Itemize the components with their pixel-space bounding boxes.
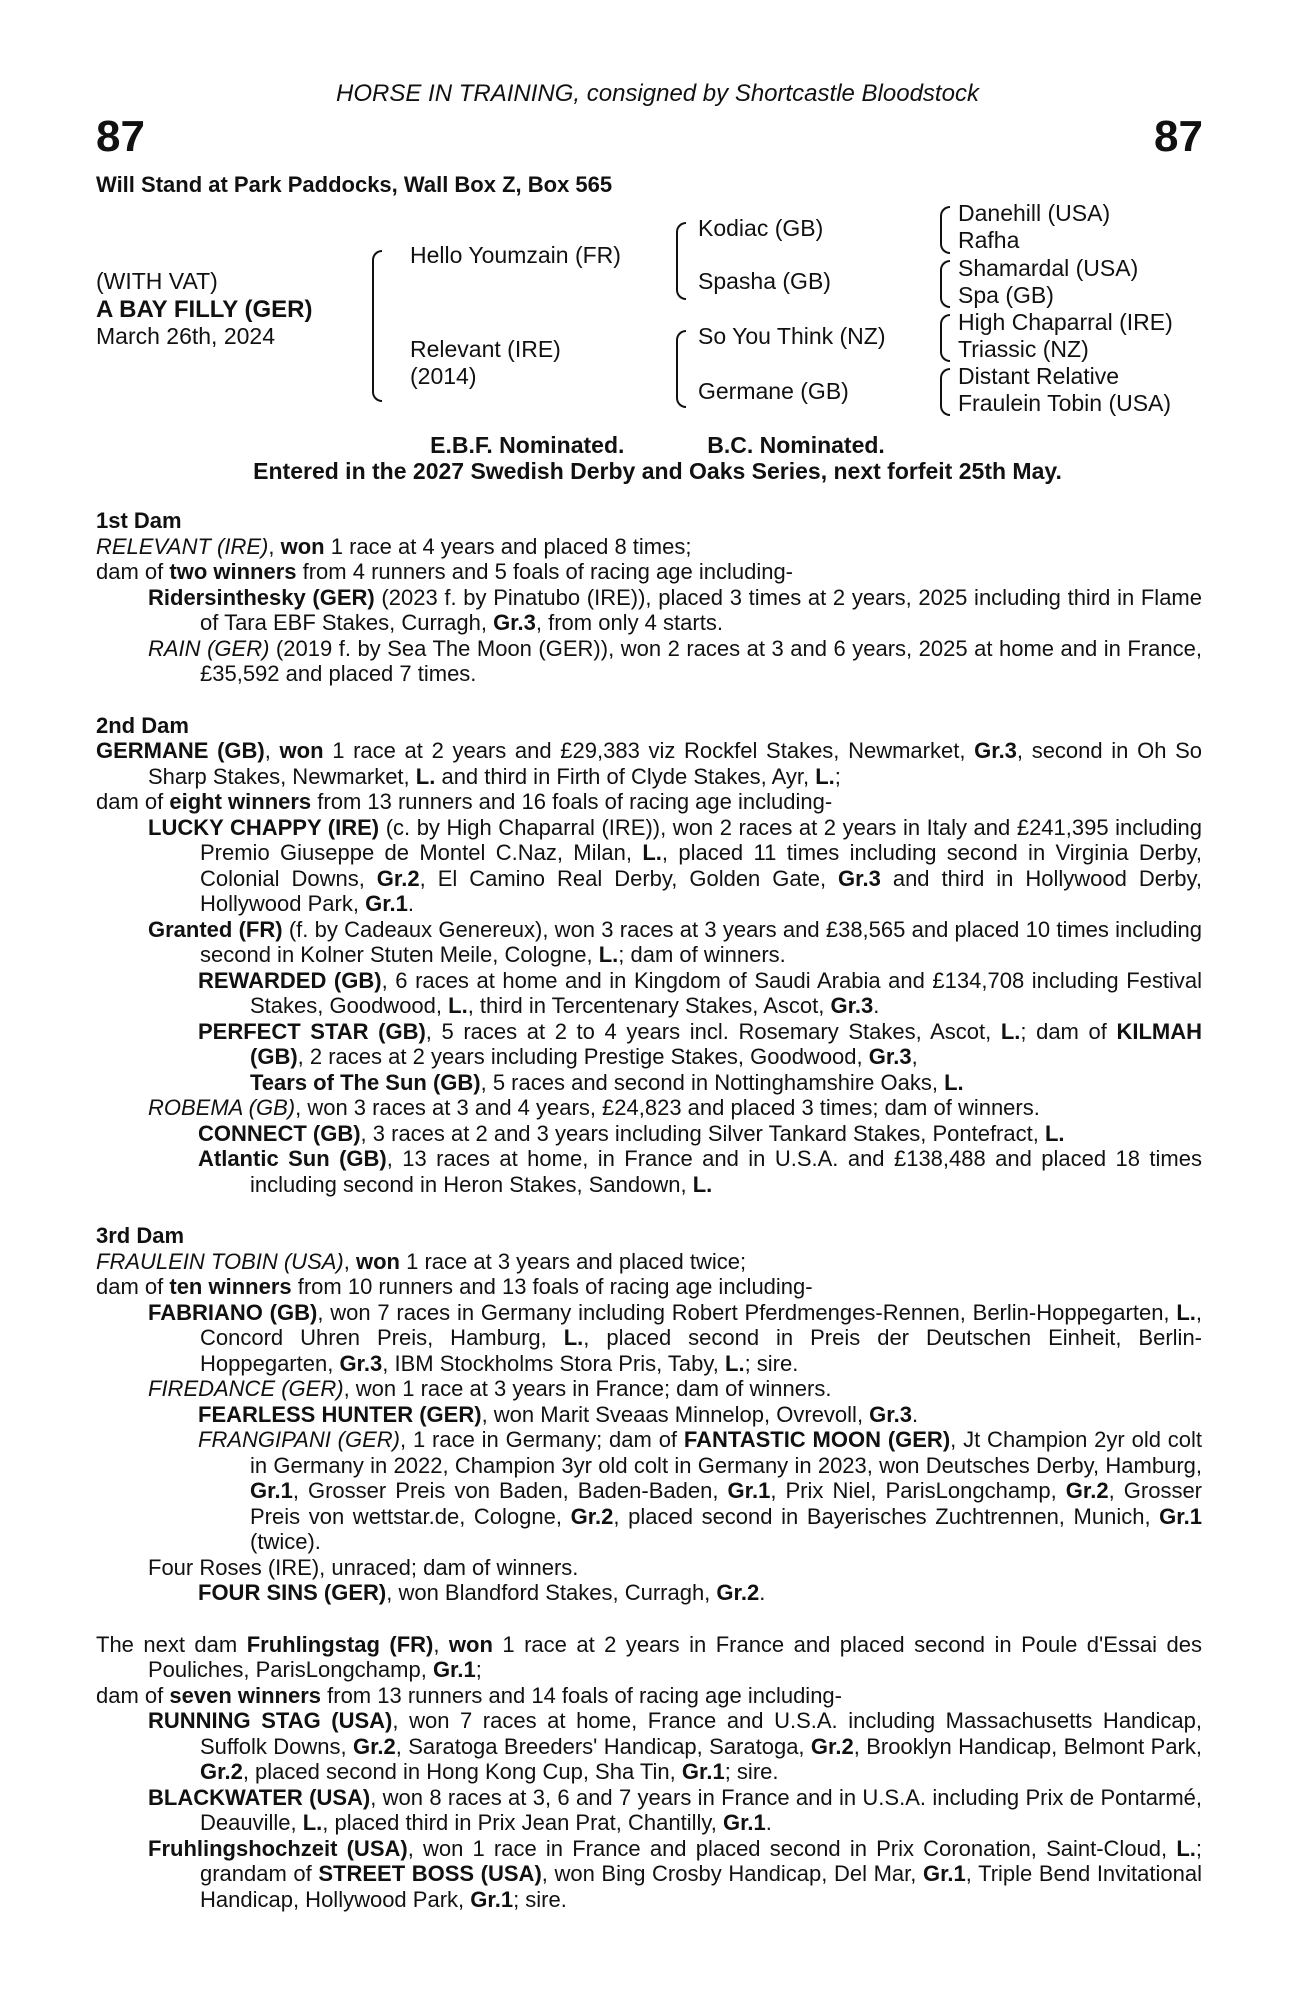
dam-dam-sire: Distant Relative xyxy=(958,363,1120,389)
produce-four-roses: Four Roses (IRE), unraced; dam of winners. xyxy=(148,1554,579,1580)
horse-dob: March 26th, 2024 xyxy=(96,323,276,349)
brace-ds xyxy=(940,314,950,362)
section-second-dam: 2nd Dam xyxy=(96,712,189,738)
produce-connect: CONNECT (GB), 3 races at 2 and 3 years including Silver Tankard Stakes, Pontefract, L. xyxy=(198,1120,1065,1146)
catalogue-body xyxy=(96,508,1202,1912)
second-dam-entry: GERMANE (GB), won 1 race at 2 years and £29,383 viz Rockfel Stakes, Newmarket, Gr.3, second in Oh So Sharp Stakes, Newmarket, L. and third in Firth of Clyde Stakes, Ayr, L.; xyxy=(96,738,1202,789)
brace-dam xyxy=(676,330,686,408)
dam-year: (2014) xyxy=(410,363,477,389)
sire-dam-sire: Shamardal (USA) xyxy=(958,255,1139,281)
ebf-nominated: E.B.F. Nominated. xyxy=(430,432,625,458)
next-dam-entry: The next dam Fruhlingstag (FR), won 1 race at 2 years in France and placed second in Poule d'Essai des Pouliches, ParisLongchamp, Gr.1; xyxy=(96,1631,1202,1682)
produce-rewarded: REWARDED (GB), 6 races at home and in Kingdom of Saudi Arabia and £134,708 including Festival Stakes, Goodwood, L., third in Tercentenary Stakes, Ascot, Gr.3. xyxy=(198,967,1202,1018)
brace-main xyxy=(372,250,382,402)
first-dam-entry: RELEVANT (IRE), won 1 race at 4 years and placed 8 times; xyxy=(96,533,692,559)
dam: Relevant (IRE) xyxy=(410,336,561,362)
horse-vat: (WITH VAT) xyxy=(96,268,218,294)
lot-number-right: 87 xyxy=(1154,112,1203,161)
brace-sire xyxy=(676,222,686,300)
produce-ridersinthesky: Ridersinthesky (GER) (2023 f. by Pinatubo (IRE)), placed 3 times at 2 years, 2025 including third in Flame of Tara EBF Stakes, Curragh, Gr.3, from only 4 starts. xyxy=(148,584,1202,635)
brace-sd xyxy=(940,260,950,308)
next-dam-produce: dam of seven winners from 13 runners and 14 foals of racing age including- xyxy=(96,1682,842,1708)
dam-sire-dam: Triassic (NZ) xyxy=(958,336,1089,362)
first-dam-produce: dam of two winners from 4 runners and 5 foals of racing age including- xyxy=(96,559,794,584)
second-dam-produce: dam of eight winners from 13 runners and 16 foals of racing age including- xyxy=(96,789,833,814)
produce-frangipani: FRANGIPANI (GER), 1 race in Germany; dam of FANTASTIC MOON (GER), Jt Champion 2yr old colt in Germany in 2022, Champion 3yr old colt in Germany in 2023, won Deutsches Derby, Hamburg, Gr.1, Grosser Preis von Baden, Baden-Baden, Gr.1, Prix Niel, ParisLongchamp, Gr.2, Grosser Preis von wettstar.de, Cologne, Gr.2, placed second in Bayerisches Zuchtrennen, Munich, Gr.1 (twice). xyxy=(198,1427,1203,1554)
section-first-dam: 1st Dam xyxy=(96,508,182,533)
produce-fruhlingshochzeit: Fruhlingshochzeit (USA), won 1 race in France and placed second in Prix Coronation, Saint-Cloud, L.; grandam of STREET BOSS (USA), won Bing Crosby Handicap, Del Mar, Gr.1, Triple Bend Invitational Handicap, Hollywood Park, Gr.1; sire. xyxy=(148,1835,1202,1912)
page-header: HORSE IN TRAINING, consigned by Shortcastle Bloodstock xyxy=(336,80,979,107)
dam-sire-sire: High Chaparral (IRE) xyxy=(958,309,1173,335)
sire-sire: Kodiac (GB) xyxy=(698,215,824,241)
sire-dam: Spasha (GB) xyxy=(698,268,831,294)
produce-four-sins: FOUR SINS (GER), won Blandford Stakes, Curragh, Gr.2. xyxy=(198,1580,766,1605)
produce-fabriano: FABRIANO (GB), won 7 races in Germany including Robert Pferdmenges-Rennen, Berlin-Hoppegarten, L., Concord Uhren Preis, Hamburg, L., placed second in Preis der Deutschen Einheit, Berlin-Hoppegarten, Gr.3, IBM Stockholms Stora Pris, Taby, L.; sire. xyxy=(148,1299,1203,1376)
dam-sire: So You Think (NZ) xyxy=(698,323,886,349)
produce-blackwater: BLACKWATER (USA), won 8 races at 3, 6 and 7 years in France and in U.S.A. including Prix de Pontarmé, Deauville, L., placed third in Prix Jean Prat, Chantilly, Gr.1. xyxy=(148,1784,1202,1835)
lot-number-left: 87 xyxy=(96,112,145,161)
produce-granted: Granted (FR) (f. by Cadeaux Genereux), won 3 races at 3 years and £38,565 and placed 10 times including second in Kolner Stuten Meile, Cologne, L.; dam of winners. xyxy=(148,916,1202,967)
dam-dam: Germane (GB) xyxy=(698,378,849,404)
horse-name: A BAY FILLY (GER) xyxy=(96,296,313,323)
produce-tears-of-the-sun: Tears of The Sun (GB), 5 races and second in Nottinghamshire Oaks, L. xyxy=(250,1069,964,1095)
sire-dam-dam: Spa (GB) xyxy=(958,282,1054,308)
third-dam-entry: FRAULEIN TOBIN (USA), won 1 race at 3 years and placed twice; xyxy=(96,1248,747,1274)
sire-sire-sire: Danehill (USA) xyxy=(958,200,1111,226)
produce-lucky-chappy: LUCKY CHAPPY (IRE) (c. by High Chaparral (IRE)), won 2 races at 2 years in Italy and £241,395 including Premio Giuseppe de Montel C.Naz, Milan, L., placed 11 times including second in Virginia Derby, Colonial Downs, Gr.2, El Camino Real Derby, Golden Gate, Gr.3 and third in Hollywood Derby, Hollywood Park, Gr.1. xyxy=(148,814,1202,916)
brace-ss xyxy=(940,206,950,254)
produce-fearless-hunter: FEARLESS HUNTER (GER), won Marit Sveaas Minnelop, Ovrevoll, Gr.3. xyxy=(198,1401,919,1427)
sire-sire-dam: Rafha xyxy=(958,227,1020,253)
stand-info: Will Stand at Park Paddocks, Wall Box Z, Box 565 xyxy=(96,172,613,197)
dam-dam-dam: Fraulein Tobin (USA) xyxy=(958,390,1172,416)
bc-nominated: B.C. Nominated. xyxy=(707,432,885,458)
produce-firedance: FIREDANCE (GER), won 1 race at 3 years in France; dam of winners. xyxy=(148,1376,832,1401)
produce-running-stag: RUNNING STAG (USA), won 7 races at home, France and U.S.A. including Massachusetts Handicap, Suffolk Downs, Gr.2, Saratoga Breeders' Handicap, Saratoga, Gr.2, Brooklyn Handicap, Belmont Park, Gr.2, placed second in Hong Kong Cup, Sha Tin, Gr.1; sire. xyxy=(148,1708,1202,1784)
nominations xyxy=(0,432,1315,459)
section-third-dam: 3rd Dam xyxy=(96,1223,185,1248)
produce-perfect-star: PERFECT STAR (GB), 5 races at 2 to 4 years incl. Rosemary Stakes, Ascot, L.; dam of KILMAH (GB), 2 races at 2 years including Prestige Stakes, Goodwood, Gr.3, xyxy=(198,1018,1202,1069)
produce-atlantic-sun: Atlantic Sun (GB), 13 races at home, in France and in U.S.A. and £138,488 and placed 18 times including second in Heron Stakes, Sandown, L. xyxy=(198,1146,1202,1197)
produce-rain: RAIN (GER) (2019 f. by Sea The Moon (GER)), won 2 races at 3 and 6 years, 2025 at home and in France, £35,592 and placed 7 times. xyxy=(148,635,1202,686)
brace-dd xyxy=(940,368,950,416)
entered-series: Entered in the 2027 Swedish Derby and Oaks Series, next forfeit 25th May. xyxy=(253,458,1062,484)
sire: Hello Youmzain (FR) xyxy=(410,242,621,268)
produce-robema: ROBEMA (GB), won 3 races at 3 and 4 years, £24,823 and placed 3 times; dam of winners. xyxy=(148,1095,1040,1120)
third-dam-produce: dam of ten winners from 10 runners and 13 foals of racing age including- xyxy=(96,1274,813,1299)
